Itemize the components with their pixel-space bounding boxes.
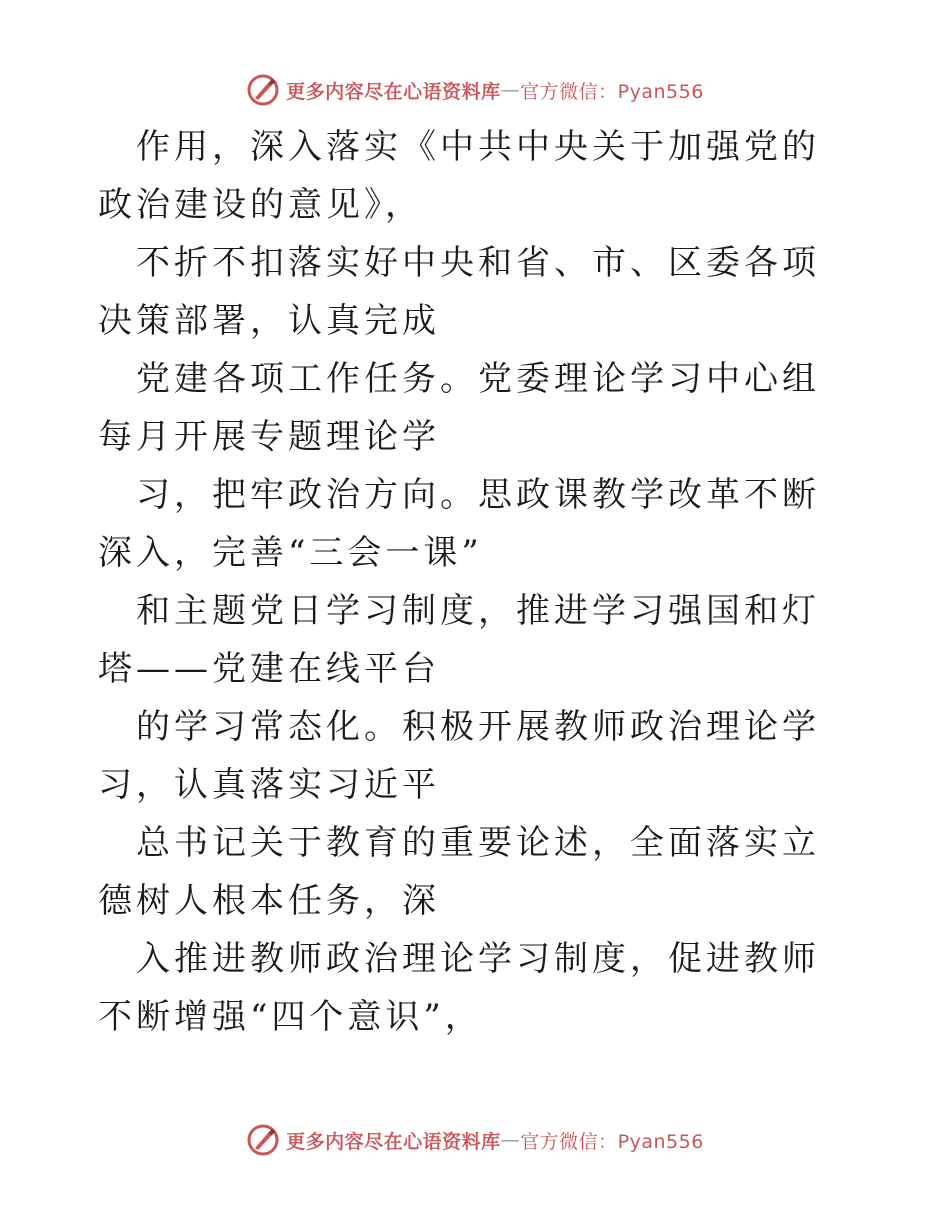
body-paragraph: 总书记关于教育的重要论述，全面落实立德树人根本任务，深 [98, 823, 820, 921]
pen-in-circle-logo-icon [246, 73, 280, 107]
header-separator: — [500, 79, 521, 101]
footer-watermark [0, 1120, 950, 1160]
body-paragraph: 的学习常态化。积极开展教师政治理论学习，认真落实习近平 [98, 707, 820, 805]
header-wechat-text: 官方微信：Pyan556 [520, 80, 704, 103]
header-site-text: 更多内容尽在心语资料库 [286, 80, 501, 103]
document-body [98, 118, 854, 1046]
body-paragraph: 入推进教师政治理论学习制度，促进教师不断增强“四个意识”， [98, 939, 820, 1037]
header-watermark [0, 70, 950, 110]
footer-wechat-text: 官方微信：Pyan556 [520, 1130, 704, 1153]
header-watermark-text [286, 77, 704, 104]
footer-separator: — [500, 1129, 521, 1151]
body-paragraph: 习，把牢政治方向。思政课教学改革不断深入，完善“三会一课” [98, 475, 820, 573]
footer-watermark-text [286, 1127, 704, 1154]
body-paragraph: 和主题党日学习制度，推进学习强国和灯塔——党建在线平台 [98, 591, 820, 689]
footer-site-text: 更多内容尽在心语资料库 [286, 1130, 501, 1153]
body-paragraph: 不折不扣落实好中央和省、市、区委各项决策部署，认真完成 [98, 243, 820, 341]
body-paragraph: 党建各项工作任务。党委理论学习中心组每月开展专题理论学 [98, 359, 820, 457]
pen-in-circle-logo-icon [246, 1123, 280, 1157]
body-paragraph: 作用，深入落实《中共中央关于加强党的政治建设的意见》， [98, 127, 820, 225]
